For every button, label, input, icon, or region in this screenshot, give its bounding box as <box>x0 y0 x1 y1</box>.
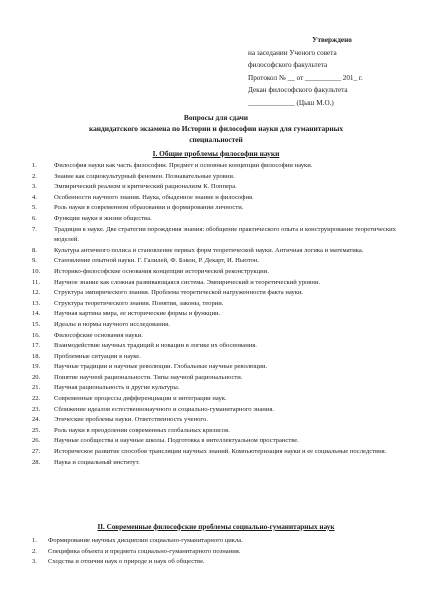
list-item <box>32 299 396 310</box>
question-text: Функции науки в жизни общества. <box>54 214 152 222</box>
question-number: 19. <box>32 363 41 371</box>
question-number: 1. <box>32 162 37 169</box>
title-line-1: Вопросы для сдачи <box>183 113 249 122</box>
question-text: Понятие научной рациональности. Типы научной рациональности. <box>54 373 243 381</box>
question-number: 28. <box>32 458 41 466</box>
question-text: Научные традиции и научные революции. Глобальные научные революции. <box>54 363 268 371</box>
list-item <box>32 288 396 299</box>
question-text: Наука и социальный институт. <box>54 458 140 466</box>
approval-block <box>248 34 416 110</box>
list-item <box>32 320 396 331</box>
list-item <box>32 225 396 246</box>
question-number: 2. <box>32 547 37 555</box>
list-item <box>32 436 396 447</box>
section-heading-social-humanities: II. Современные философские проблемы социально-гуманитарных наук <box>97 523 335 531</box>
question-number: 26. <box>32 437 41 445</box>
question-text: Научная рациональность и другие культуры. <box>54 384 180 392</box>
list-item <box>32 331 396 342</box>
list-item <box>32 547 396 558</box>
question-number: 3. <box>32 558 37 566</box>
list-item <box>32 415 396 426</box>
question-number: 14. <box>32 310 41 318</box>
list-item <box>32 362 396 373</box>
section-heading-general: I. Общие проблемы философии науки <box>152 149 280 158</box>
question-text: Становление опытной науки. Г. Галилей, Ф. Бэкон, Р. Декарт, И. Ньютон. <box>54 257 259 265</box>
question-number: 24. <box>32 416 41 424</box>
question-number: 12. <box>32 289 41 297</box>
approval-line-signature: _____________ (Цыш М.О.) <box>248 98 334 107</box>
question-text: Специфика объекта и предмета социально-гуманитарного познания. <box>48 547 241 555</box>
question-text: Идеалы и нормы научного исследования. <box>54 320 170 328</box>
question-number: 6. <box>32 214 37 222</box>
question-text: Философские основания науки. <box>54 331 143 339</box>
question-number: 27. <box>32 448 41 456</box>
approval-heading: Утверждено <box>312 36 352 44</box>
question-number: 20. <box>32 373 41 381</box>
question-number: 22. <box>32 395 41 403</box>
question-text: Историческое развитие способов трансляции научных знаний. Компьютеризация науки и ее социальные последствия. <box>54 448 387 456</box>
question-number: 18. <box>32 352 41 360</box>
question-number: 13. <box>32 299 41 307</box>
question-text: Формирование научных дисциплин социально-гуманитарного цикла. <box>48 537 243 544</box>
title-line-3: специальностей <box>189 135 243 144</box>
question-text: Историко-философские основания концепции исторической реконструкции. <box>54 267 269 275</box>
question-text: Сближение идеалов естественнонаучного и социально-гуманитарного знания. <box>54 405 275 413</box>
question-text: Научная картина мира, ее исторические формы и функции. <box>54 310 221 318</box>
list-item <box>32 203 396 214</box>
list-item <box>32 426 396 437</box>
approval-line-faculty: философского факультета <box>248 61 328 70</box>
question-text: Структура эмпирического знания. Проблема теоретической нагруженности факта науки. <box>54 289 304 297</box>
question-number: 23. <box>32 405 41 413</box>
question-text: Научные сообщества и научные школы. Подготовка в интеллектуальном пространстве. <box>54 437 299 445</box>
question-number: 1. <box>32 537 37 544</box>
list-item <box>32 341 396 352</box>
list-item <box>32 214 396 225</box>
question-number: 9. <box>32 257 37 265</box>
question-text: Культура античного полиса и становление первых форм теоретической науки. Античная логика и математика. <box>54 246 364 254</box>
list-item <box>32 309 396 320</box>
approval-line-council: на заседании Ученого совета <box>248 48 337 57</box>
question-number: 11. <box>32 278 40 286</box>
list-item <box>32 405 396 416</box>
question-text: Традиция в науке. Две стратегии порождения знания: обобщение практического опыта и конструирование теоретических моделей. <box>54 225 396 244</box>
question-text: Философия науки как часть философии. Предмет и основные концепции философии науки. <box>54 162 313 169</box>
question-number: 4. <box>32 193 37 201</box>
list-item <box>32 172 396 183</box>
list-item <box>32 352 396 363</box>
question-number: 3. <box>32 183 37 191</box>
list-item <box>32 394 396 405</box>
question-number: 21. <box>32 384 41 392</box>
question-text: Сходства и отличия наук о природе и наук об обществе. <box>48 558 205 566</box>
list-item <box>32 536 396 547</box>
list-item <box>32 557 396 568</box>
approval-line-dean: Декан философского факультета <box>248 86 348 95</box>
question-number: 7. <box>32 225 37 233</box>
list-item <box>32 278 396 289</box>
list-item <box>32 256 396 267</box>
question-number: 10. <box>32 267 41 275</box>
question-list-general <box>32 161 396 468</box>
list-item <box>32 193 396 204</box>
list-item <box>32 447 396 458</box>
question-text: Научное знание как сложная развивающаяся система. Эмпирический и теоретический уровни. <box>54 278 321 286</box>
question-number: 8. <box>32 246 37 254</box>
question-text: Эмпирический реализм и критический рационализм К. Поппера. <box>54 183 237 191</box>
document-title <box>40 112 392 145</box>
list-item <box>32 246 396 257</box>
list-item <box>32 267 396 278</box>
question-number: 15. <box>32 320 41 328</box>
question-text: Взаимодействие научных традиций и новации в логике их обоснования. <box>54 342 257 350</box>
question-text: Роль науки в современном образовании и формировании личности. <box>54 204 244 212</box>
question-text: Знание как социокультурный феномен. Познавательные уровни. <box>54 172 235 180</box>
question-number: 5. <box>32 204 37 212</box>
approval-line-protocol: Протокол № __ от __________ 201_ г. <box>248 73 363 82</box>
question-number: 25. <box>32 426 41 434</box>
question-text: Проблемные ситуации в науке. <box>54 352 141 360</box>
question-text: Современные процессы дифференциации и интеграции наук. <box>54 395 227 403</box>
list-item <box>32 383 396 394</box>
title-line-2: кандидатского экзамена по Истории и философии науки для гуманитарных <box>88 124 344 133</box>
list-item <box>32 161 396 172</box>
list-item <box>32 182 396 193</box>
question-list-social-humanities <box>32 536 396 568</box>
question-text: Особенности научного знания. Наука, обыденное знание и философия. <box>54 193 254 201</box>
question-number: 16. <box>32 331 41 339</box>
question-number: 2. <box>32 172 37 180</box>
question-number: 17. <box>32 342 41 350</box>
question-text: Структура теоретического знания. Понятия, законы, теории. <box>54 299 224 307</box>
list-item <box>32 458 396 469</box>
question-text: Этические проблемы науки. Ответственность ученого. <box>54 416 208 424</box>
question-text: Роль науки в преодолении современных глобальных кризисов. <box>54 426 230 434</box>
list-item <box>32 373 396 384</box>
